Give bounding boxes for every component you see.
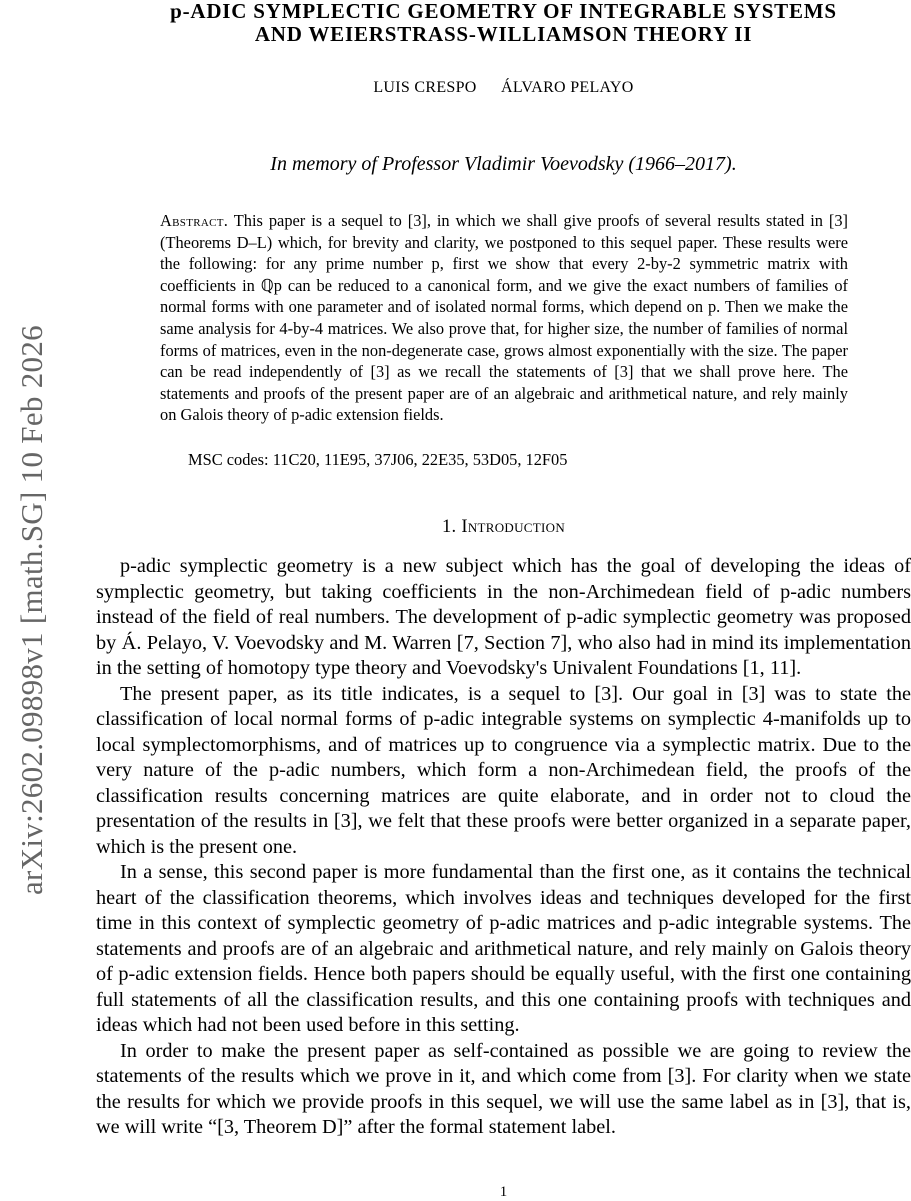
paper-title [96, 0, 911, 46]
paragraph-4: In order to make the present paper as self-contained as possible we are going to review the statements of the results which we prove in it, and which come from [3]. For clarity when we state the results for which we provide proofs in this sequel, we will use the same label as in [3], that is, we will write “[3, Theorem D]” after the formal statement label. [96, 1039, 911, 1138]
paragraph-2: The present paper, as its title indicates, is a sequel to [3]. Our goal in [3] was to state the classification of local normal forms of p-adic integrable systems on symplectic 4-manifolds up to local symplectomorphisms, and of matrices up to congruence via a symplectic matrix. Due to the very nature of the p-adic numbers, which form a non-Archimedean field, the proofs of the classification results concerning matrices are quite elaborate, and in order not to cloud the presentation of the results in [3], we felt that these proofs were better organized in a separate paper, which is the present one. [96, 682, 911, 858]
abstract-label: Abstract. [160, 211, 229, 230]
title-line-1: p-ADIC SYMPLECTIC GEOMETRY OF INTEGRABLE SYSTEMS [170, 0, 837, 23]
title-line-2: AND WEIERSTRASS-WILLIAMSON THEORY II [254, 22, 753, 46]
msc-codes: MSC codes: 11C20, 11E95, 37J06, 22E35, 53D05, 12F05 [188, 450, 568, 469]
paragraph-3: In a sense, this second paper is more fundamental than the first one, as it contains the technical heart of the classification theorems, which involves ideas and techniques developed for the first time in this context of symplectic geometry of p-adic matrices and p-adic integrable systems. The statements and proofs are of an algebraic and arithmetical nature, and rely mainly on Galois theory of p-adic extension fields. Hence both papers should be equally useful, with the first one containing full statements of all the classification results, and this one containing proofs with techniques and ideas which had not been used before in this setting. [96, 861, 911, 1036]
paragraph-1: p-adic symplectic geometry is a new subject which has the goal of developing the ideas of symplectic geometry, but taking coefficients in the non-Archimedean field of p-adic numbers instead of the field of real numbers. The development of p-adic symplectic geometry was proposed by Á. Pelayo, V. Voevodsky and M. Warren [7, Section 7], who also had in mind its implementation in the setting of homotopy type theory and Voevodsky's Univalent Foundations [1, 11]. [96, 555, 911, 679]
authors [96, 79, 911, 97]
introduction-body [96, 554, 911, 1141]
abstract-text: This paper is a sequel to [3], in which we shall give proofs of several results stated in [3] (Theorems D–L) which, for brevity and clarity, we postponed to this sequel paper. These results were the following: for any prime number p, first we show that every 2-by-2 symmetric matrix with coefficients in ℚp can be reduced to a canonical form, and we give the exact numbers of families of normal forms with one parameter and of isolated normal forms, which depend on p. Then we make the same analysis for 4-by-4 matrices. We also prove that, for higher size, the number of families of normal forms of matrices, even in the non-degenerate case, grows almost exponentially with the size. The paper can be read independently of [3] as we recall the statements of [3] that we shall prove here. The statements and proofs of the present paper are of an algebraic and arithmetical nature, and rely mainly on Galois theory of p-adic extension fields. [160, 211, 848, 425]
abstract [160, 210, 848, 426]
author-pelayo: ÁLVARO PELAYO [500, 79, 634, 96]
arxiv-identifier: arXiv:2602.09898v1 [math.SG] 10 Feb 2026 [14, 325, 49, 895]
author-crespo: LUIS CRESPO [373, 79, 477, 96]
section-heading: 1. Introduction [441, 517, 566, 537]
page-number: 1 [499, 1184, 508, 1200]
dedication: In memory of Professor Vladimir Voevodsky (1966–2017). [270, 153, 737, 175]
